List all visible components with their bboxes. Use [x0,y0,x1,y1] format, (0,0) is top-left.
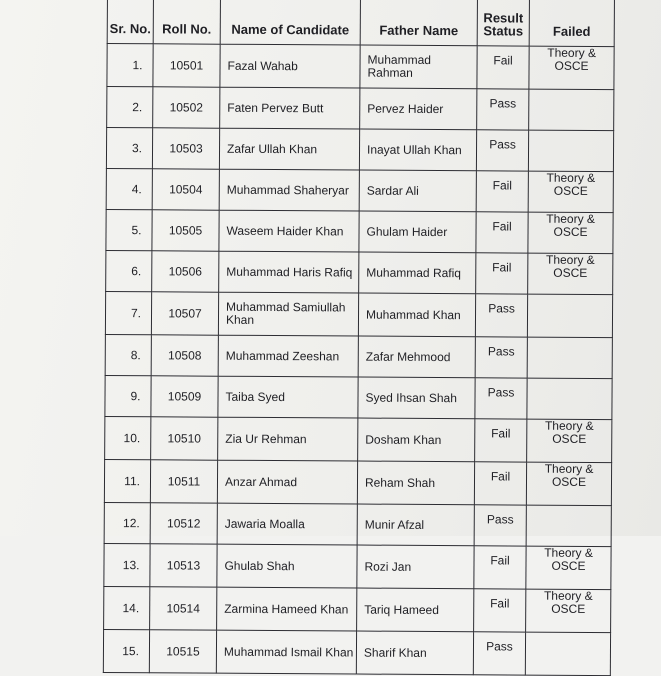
cell-status: Pass [476,130,528,171]
cell-name: Zafar Ullah Khan [219,128,359,170]
cell-name: Zarmina Hameed Khan [217,587,357,631]
cell-sr: 1. [107,44,153,87]
cell-father: Muhammad Rahman [360,45,477,89]
cell-status: Fail [477,46,529,89]
cell-roll: 10506 [152,251,219,292]
cell-roll: 10505 [152,210,219,251]
cell-name: Muhammad Ismail Khan [216,630,356,674]
cell-roll: 10512 [150,503,217,544]
cell-failed [527,337,612,379]
cell-status: Fail [474,589,526,632]
cell-sr: 6. [106,250,152,291]
cell-father: Sardar Ali [359,170,476,212]
cell-name: Waseem Haider Khan [219,210,359,252]
cell-sr: 3. [106,128,152,169]
cell-name: Jawaria Moalla [217,503,357,545]
table-row [106,168,613,212]
table-row [105,291,612,337]
cell-father: Munir Afzal [357,504,474,546]
table-row [105,416,612,462]
cell-failed: Theory & OSCE [528,253,613,295]
cell-status: Pass [477,89,529,130]
cell-father: Ghulam Haider [359,211,476,253]
cell-roll: 10501 [153,44,220,87]
cell-name: Faten Pervez Butt [220,87,360,129]
cell-status: Fail [476,171,528,212]
cell-status: Pass [475,378,527,419]
cell-father: Muhammad Rafiq [359,252,476,294]
cell-father: Pervez Haider [360,88,477,130]
cell-name: Anzar Ahmad [217,460,357,504]
cell-sr: 4. [106,168,152,209]
header-name: Name of Candidate [220,0,360,45]
cell-name: Muhammad Samiullah Khan [218,292,358,336]
table-row [104,502,611,546]
cell-sr: 10. [105,416,151,459]
cell-failed: Theory & OSCE [529,46,614,90]
cell-roll: 10502 [153,87,220,128]
cell-roll: 10510 [151,417,218,460]
cell-father: Dosham Khan [358,418,475,462]
cell-status: Fail [476,253,528,294]
cell-name: Muhammad Zeeshan [218,335,358,377]
cell-failed: Theory & OSCE [528,171,613,213]
table-row [106,209,613,253]
table-row [105,334,612,378]
cell-father: Rozi Jan [357,545,474,589]
cell-sr: 14. [104,586,150,629]
cell-status: Fail [474,546,526,589]
cell-name: Fazal Wahab [220,44,360,88]
cell-status: Pass [475,337,527,378]
cell-failed [528,130,613,172]
header-row [107,0,614,47]
cell-sr: 11. [104,459,150,502]
cell-sr: 13. [104,543,150,586]
cell-roll: 10515 [149,630,216,673]
cell-sr: 7. [105,291,151,334]
result-table [103,0,615,676]
header-father: Father Name [360,0,477,46]
cell-failed [527,378,612,420]
table-row [107,87,614,131]
table-row [103,629,610,675]
cell-status: Pass [475,294,527,337]
cell-father: Inayat Ullah Khan [359,129,476,171]
cell-sr: 5. [106,209,152,250]
cell-failed: Theory & OSCE [526,462,611,506]
cell-roll: 10508 [151,335,218,376]
cell-status: Fail [475,419,527,462]
cell-failed [526,505,611,547]
cell-roll: 10507 [151,292,218,335]
cell-failed: Theory & OSCE [528,212,613,254]
cell-roll: 10503 [152,128,219,169]
cell-failed: Theory & OSCE [526,589,611,633]
cell-failed [527,294,612,338]
cell-failed [525,632,610,676]
cell-name: Zia Ur Rehman [218,417,358,461]
cell-status: Pass [474,505,526,546]
cell-father: Syed Ihsan Shah [358,377,475,419]
cell-father: Sharif Khan [356,631,473,675]
table-row [104,459,611,505]
cell-failed [529,89,614,131]
cell-sr: 8. [105,334,151,375]
cell-father: Reham Shah [357,461,474,505]
header-status: Result Status [477,0,529,46]
cell-sr: 15. [103,629,149,672]
cell-failed: Theory & OSCE [527,419,612,463]
cell-roll: 10504 [152,169,219,210]
cell-father: Muhammad Khan [358,293,475,337]
cell-father: Tariq Hameed [357,588,474,632]
table-row [105,375,612,419]
header-sr: Sr. No. [107,0,153,44]
cell-name: Muhammad Haris Rafiq [219,251,359,293]
cell-name: Muhammad Shaheryar [219,169,359,211]
table-row [104,586,611,632]
cell-roll: 10513 [150,544,217,587]
cell-sr: 12. [104,502,150,543]
cell-failed: Theory & OSCE [526,546,611,590]
cell-roll: 10514 [150,587,217,630]
cell-roll: 10509 [151,376,218,417]
cell-father: Zafar Mehmood [358,336,475,378]
table-row [106,128,613,172]
cell-sr: 9. [105,375,151,416]
cell-name: Ghulab Shah [217,544,357,588]
table-row [106,250,613,294]
cell-roll: 10511 [150,460,217,503]
cell-status: Fail [474,462,526,505]
cell-name: Taiba Syed [218,376,358,418]
cell-status: Pass [473,632,525,675]
table-row [104,543,611,589]
table-row [107,44,614,90]
header-roll: Roll No. [153,0,220,44]
cell-sr: 2. [107,87,153,128]
cell-status: Fail [476,212,528,253]
header-failed: Failed [529,0,614,47]
